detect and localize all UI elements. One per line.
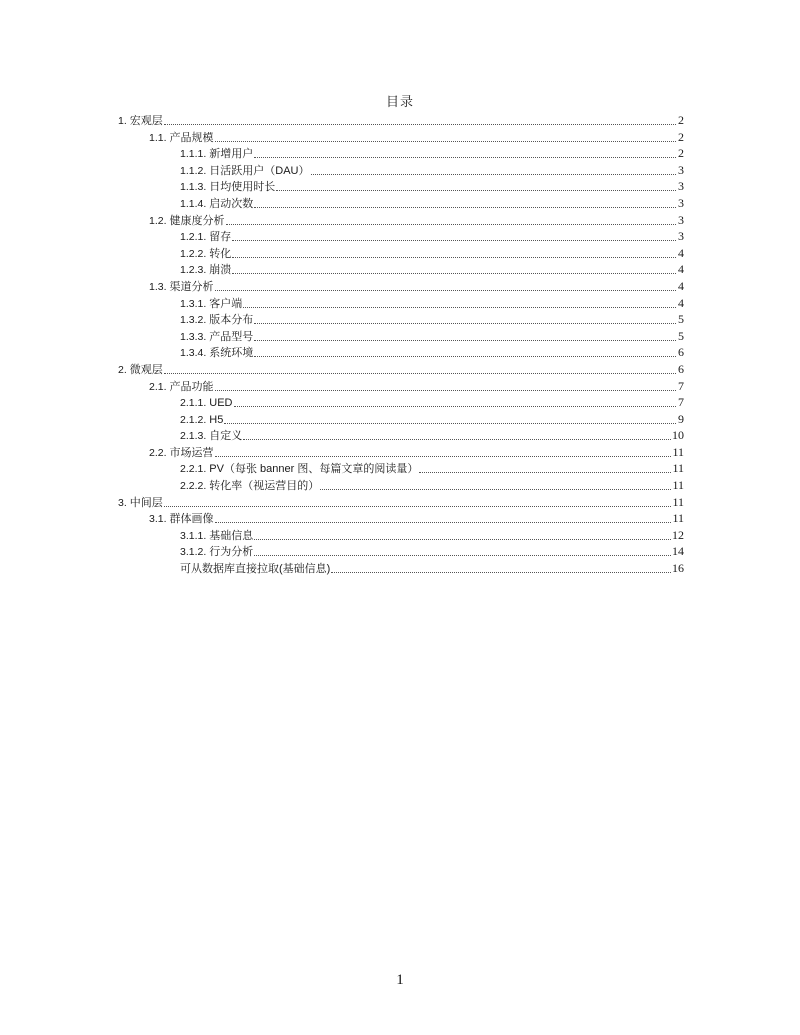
toc-entry[interactable] (118, 344, 684, 361)
toc-entry-number: 2.2.1. (180, 463, 207, 476)
toc-entry[interactable] (118, 411, 684, 428)
dot-leader (419, 461, 671, 473)
toc-entry-label[interactable]: 版本分布 (209, 314, 254, 327)
dot-leader (164, 495, 672, 507)
toc-entry-page[interactable]: 7 (678, 378, 684, 393)
toc-entry[interactable] (118, 560, 684, 577)
toc-entry[interactable] (118, 460, 684, 477)
toc-entry-number: 2.1.2. (180, 413, 207, 426)
toc-entry-label[interactable]: 产品规模 (169, 131, 214, 144)
toc-entry[interactable] (118, 129, 684, 146)
toc-entry-label[interactable]: 自定义 (209, 430, 243, 443)
toc-entry-page[interactable]: 9 (678, 411, 684, 426)
toc-entry-page[interactable]: 3 (678, 229, 684, 244)
toc-entry-page[interactable]: 2 (678, 129, 684, 144)
toc-entry-label[interactable]: UED (209, 397, 233, 410)
toc-entry[interactable] (118, 245, 684, 262)
toc-entry-label[interactable]: 群体画像 (169, 513, 214, 526)
toc-entry-number: 1.1.1. (180, 148, 207, 161)
dot-leader (226, 213, 676, 225)
toc-entry-number: 3. (118, 496, 127, 509)
toc-entry-number: 1.2.2. (180, 247, 207, 260)
toc-entry-label[interactable]: 转化率（视运营目的） (209, 480, 320, 493)
dot-leader (276, 179, 676, 191)
toc-entry[interactable] (118, 361, 684, 378)
toc-entry-page[interactable]: 3 (678, 162, 684, 177)
toc-entry-label[interactable]: 启动次数 (209, 197, 254, 210)
dot-leader (254, 345, 676, 357)
toc-entry-label[interactable]: 市场运营 (169, 446, 214, 459)
toc-entry-page[interactable]: 4 (678, 278, 684, 293)
toc-entry-number: 1.3. (149, 280, 167, 293)
toc-entry-number: 1. (118, 115, 127, 127)
toc-entry-page[interactable]: 6 (678, 361, 684, 376)
toc-entry[interactable] (118, 394, 684, 411)
toc-entry-label[interactable]: 转化 (209, 247, 232, 260)
dot-leader (254, 544, 671, 556)
toc-entry-label[interactable]: 产品功能 (169, 380, 214, 393)
toc-entry-label[interactable]: 系统环境 (209, 347, 254, 360)
dot-leader (215, 279, 676, 291)
toc-entry-number: 3.1.1. (180, 529, 207, 542)
toc-entry-number: 1.3.2. (180, 314, 207, 327)
toc-entry-number: 1.3.4. (180, 347, 207, 360)
toc-entry-number: 1.1.3. (180, 181, 207, 194)
toc-entry-label[interactable]: 留存 (209, 231, 232, 244)
toc-entry-page[interactable]: 16 (672, 561, 684, 576)
toc-entry-page[interactable]: 2 (678, 113, 684, 127)
dot-leader (243, 428, 671, 440)
dot-leader (215, 130, 676, 142)
toc-entry-label[interactable]: 崩溃 (209, 264, 232, 277)
dot-leader (224, 412, 676, 424)
dot-leader (254, 329, 676, 341)
toc-entry-page[interactable]: 3 (678, 179, 684, 194)
toc-entry-page[interactable]: 5 (678, 328, 684, 343)
dot-leader (254, 146, 676, 158)
toc-entry-number: 2.2. (149, 446, 167, 459)
toc-entry-label[interactable]: 日均使用时长 (209, 181, 276, 194)
dot-leader (331, 561, 671, 573)
toc-entry-number: 2.1.1. (180, 397, 207, 410)
toc-entry-page[interactable]: 10 (672, 428, 684, 443)
toc-entry-label[interactable]: 行为分析 (209, 546, 254, 559)
dot-leader (254, 528, 671, 540)
toc-entry[interactable] (118, 427, 684, 444)
dot-leader (164, 113, 676, 125)
dot-leader (254, 196, 676, 208)
toc-entry-number: 1.1.4. (180, 197, 207, 210)
toc-entry[interactable] (118, 278, 684, 295)
toc-entry-page[interactable]: 7 (678, 395, 684, 410)
toc-entry-number: 1.1.2. (180, 164, 207, 177)
dot-leader (215, 511, 672, 523)
toc-entry-label[interactable]: 中间层 (129, 496, 163, 509)
toc-entry-page[interactable]: 12 (672, 527, 684, 542)
dot-leader (311, 163, 676, 175)
dot-leader (254, 312, 676, 324)
toc-entry[interactable] (118, 527, 684, 544)
toc-entry-page[interactable]: 11 (672, 478, 684, 493)
toc-entry-page[interactable]: 14 (672, 544, 684, 559)
toc-entry-page[interactable]: 11 (672, 444, 684, 459)
toc-entry-number: 1.3.1. (180, 297, 207, 310)
toc-entry-number: 1.1. (149, 131, 167, 144)
toc-entry-page[interactable]: 3 (678, 195, 684, 210)
toc-entry-number: 3.1. (149, 513, 167, 526)
toc-entry-number: 2.2.2. (180, 480, 207, 493)
toc-entry-page[interactable]: 4 (678, 245, 684, 260)
dot-leader (232, 229, 676, 241)
toc-entry[interactable] (118, 311, 684, 328)
toc-entry-page[interactable]: 4 (678, 295, 684, 310)
toc-entry[interactable] (118, 178, 684, 195)
toc-entry[interactable] (118, 477, 684, 494)
dot-leader (243, 296, 676, 308)
toc-entry-label[interactable]: 基础信息 (209, 529, 254, 542)
toc-entry[interactable] (118, 510, 684, 527)
toc-entry[interactable] (118, 162, 684, 179)
dot-leader (215, 379, 676, 391)
toc-entry-label[interactable]: 产品型号 (209, 330, 254, 343)
toc-entry[interactable] (118, 145, 684, 162)
dot-leader (232, 262, 676, 274)
dot-leader (234, 395, 676, 407)
toc-entry-label[interactable]: PV（每张 banner 图、每篇文章的阅读量） (209, 463, 419, 476)
toc-entry-page[interactable]: 11 (672, 511, 684, 526)
toc-entry-number: 2. (118, 363, 127, 376)
dot-leader (215, 445, 672, 457)
toc-entry-label[interactable]: 客户端 (209, 297, 243, 310)
toc-entry-number: 1.3.3. (180, 330, 207, 343)
toc-entry-page[interactable]: 11 (672, 494, 684, 509)
toc-entry[interactable] (118, 112, 684, 129)
toc-entry[interactable] (118, 328, 684, 345)
toc-entry[interactable] (118, 494, 684, 511)
toc-entry-number: 1.2. (149, 214, 167, 227)
table-of-contents (118, 112, 684, 577)
dot-leader (320, 478, 671, 490)
toc-entry-label[interactable]: 日活跃用户（DAU） (209, 164, 310, 177)
toc-entry[interactable] (118, 195, 684, 212)
toc-entry-label[interactable]: 微观层 (129, 363, 163, 376)
toc-entry[interactable] (118, 543, 684, 560)
toc-entry-number: 2.1. (149, 380, 167, 393)
toc-entry-label[interactable]: 渠道分析 (169, 280, 214, 293)
toc-entry-label[interactable]: 可从数据库直接拉取(基础信息) (180, 563, 331, 576)
toc-entry-page[interactable]: 5 (678, 312, 684, 327)
toc-entry-number: 2.1.3. (180, 430, 207, 443)
toc-entry-label[interactable]: 宏观层 (129, 115, 163, 127)
dot-leader (164, 362, 676, 374)
toc-entry-number: 1.2.1. (180, 231, 207, 244)
toc-entry[interactable] (118, 378, 684, 395)
toc-entry-label[interactable]: 新增用户 (209, 148, 254, 161)
toc-entry-page[interactable]: 3 (678, 212, 684, 227)
dot-leader (232, 246, 676, 258)
toc-entry-number: 1.2.3. (180, 264, 207, 277)
toc-entry-label[interactable]: H5 (209, 413, 224, 426)
toc-entry-page[interactable]: 2 (678, 146, 684, 161)
toc-entry-number: 3.1.2. (180, 546, 207, 559)
toc-title: 目录 (385, 94, 414, 109)
toc-entry[interactable] (118, 444, 684, 461)
toc-entry[interactable] (118, 295, 684, 312)
toc-entry-page[interactable]: 11 (672, 461, 684, 476)
toc-entry[interactable] (118, 212, 684, 229)
page-number: 1 (396, 972, 404, 988)
toc-entry-page[interactable]: 4 (678, 262, 684, 277)
toc-entry[interactable] (118, 228, 684, 245)
toc-entry-label[interactable]: 健康度分析 (169, 214, 225, 227)
toc-entry[interactable] (118, 261, 684, 278)
toc-entry-page[interactable]: 6 (678, 345, 684, 360)
